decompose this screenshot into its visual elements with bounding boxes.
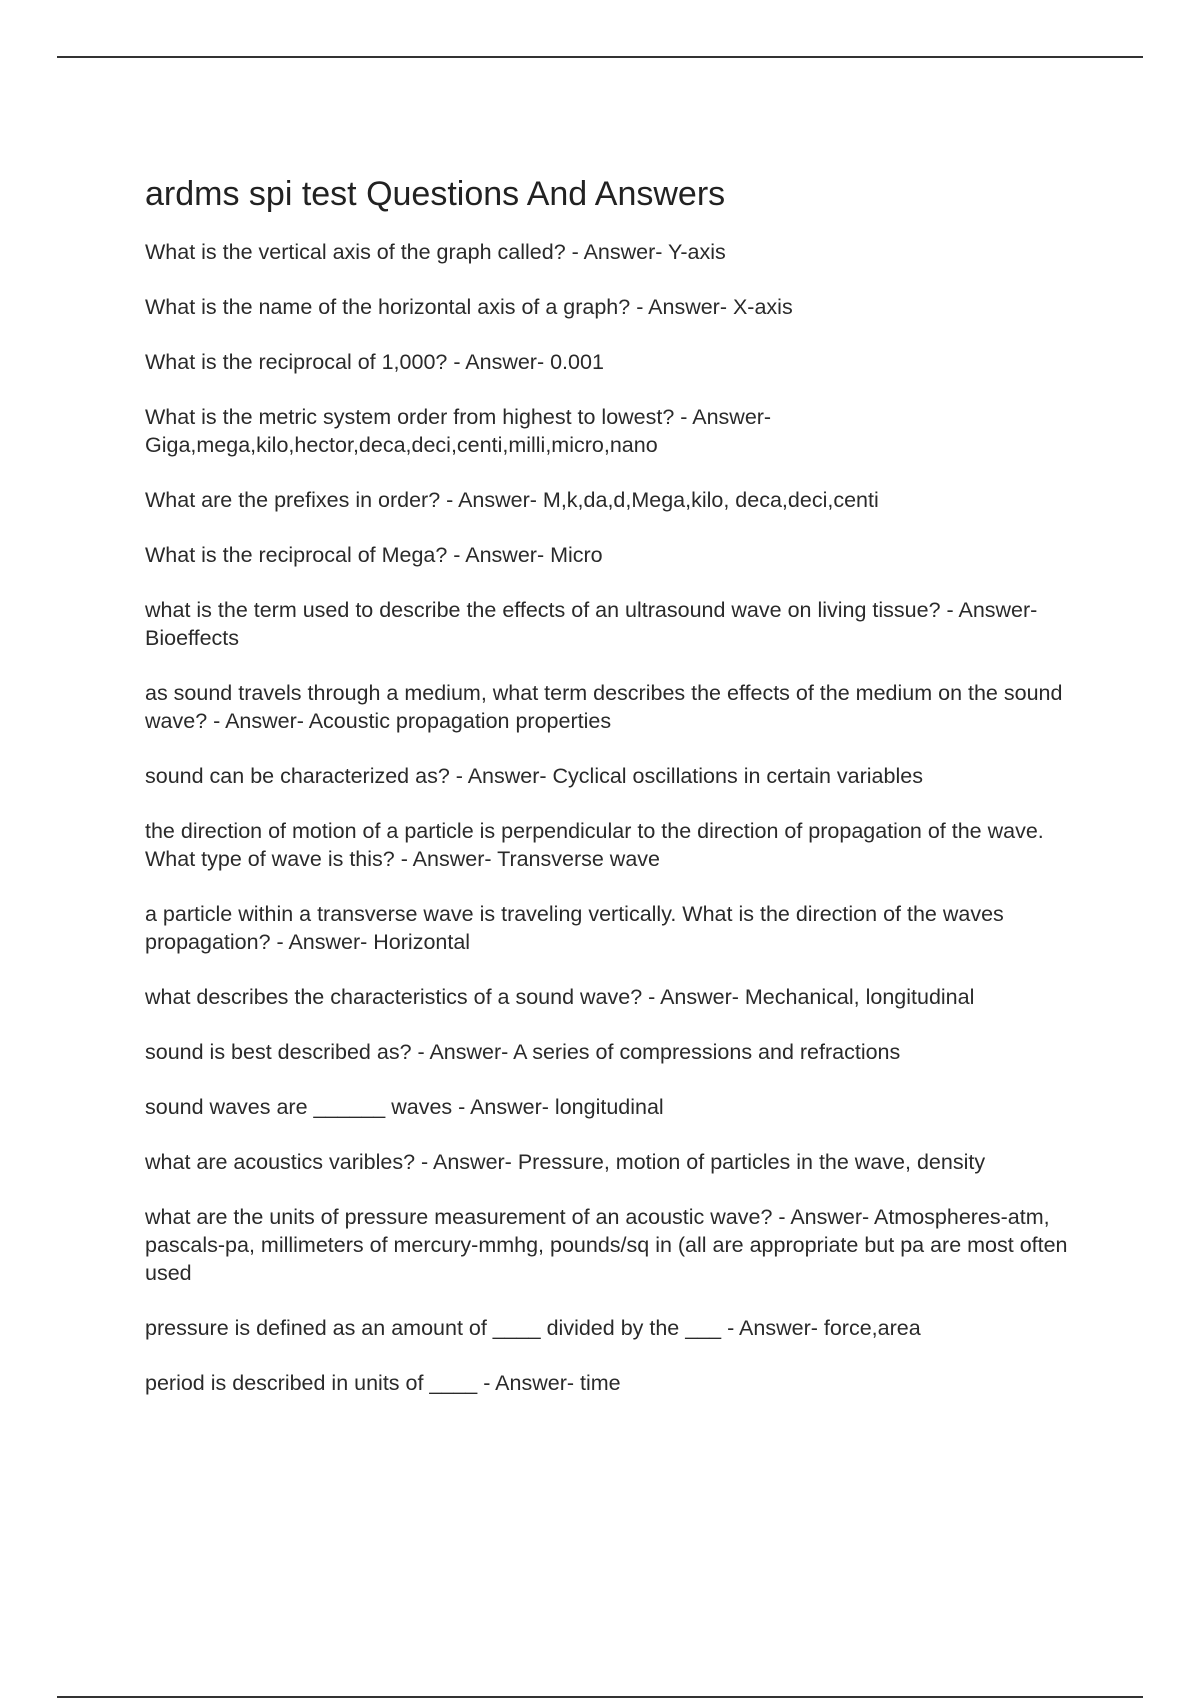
top-rule xyxy=(57,56,1143,58)
qa-item: what describes the characteristics of a sound wave? - Answer- Mechanical, longitudinal xyxy=(145,985,975,1009)
qa-item: What is the vertical axis of the graph called? - Answer- Y-axis xyxy=(145,240,726,264)
page-title: ardms spi test Questions And Answers xyxy=(145,175,726,213)
qa-item: what are acoustics varibles? - Answer- Pressure, motion of particles in the wave, density xyxy=(145,1150,986,1174)
qa-item: sound can be characterized as? - Answer- Cyclical oscillations in certain variables xyxy=(145,764,923,788)
bottom-rule xyxy=(57,1696,1143,1698)
document-body xyxy=(145,170,1090,1424)
qa-item: sound waves are ______ waves - Answer- longitudinal xyxy=(145,1095,664,1119)
qa-item: What is the metric system order from highest to lowest? - Answer- Giga,mega,kilo,hector,deca,deci,centi,milli,micro,nano xyxy=(145,405,772,457)
qa-item: pressure is defined as an amount of ____ divided by the ___ - Answer- force,area xyxy=(145,1316,921,1340)
qa-item: as sound travels through a medium, what term describes the effects of the medium on the sound wave? - Answer- Acoustic propagation properties xyxy=(145,681,1063,733)
qa-item: What is the reciprocal of 1,000? - Answer- 0.001 xyxy=(145,350,604,374)
qa-item: What are the prefixes in order? - Answer- M,k,da,d,Mega,kilo, deca,deci,centi xyxy=(145,488,879,512)
qa-item: period is described in units of ____ - Answer- time xyxy=(145,1371,621,1395)
qa-item: sound is best described as? - Answer- A series of compressions and refractions xyxy=(145,1040,901,1064)
qa-item: a particle within a transverse wave is traveling vertically. What is the direction of the waves propagation? - Answer- Horizontal xyxy=(145,902,1004,954)
qa-item: the direction of motion of a particle is perpendicular to the direction of propagation of the wave. What type of wave is this? - Answer- Transverse wave xyxy=(145,819,1044,871)
qa-item: What is the reciprocal of Mega? - Answer- Micro xyxy=(145,543,603,567)
qa-item: What is the name of the horizontal axis of a graph? - Answer- X-axis xyxy=(145,295,793,319)
qa-item: what is the term used to describe the effects of an ultrasound wave on living tissue? - Answer- Bioeffects xyxy=(145,598,1038,650)
qa-list xyxy=(145,238,1090,1397)
qa-item: what are the units of pressure measurement of an acoustic wave? - Answer- Atmospheres-atm, pascals-pa, millimeters of mercury-mmhg, pounds/sq in (all are appropriate but pa are most often used xyxy=(145,1205,1068,1285)
